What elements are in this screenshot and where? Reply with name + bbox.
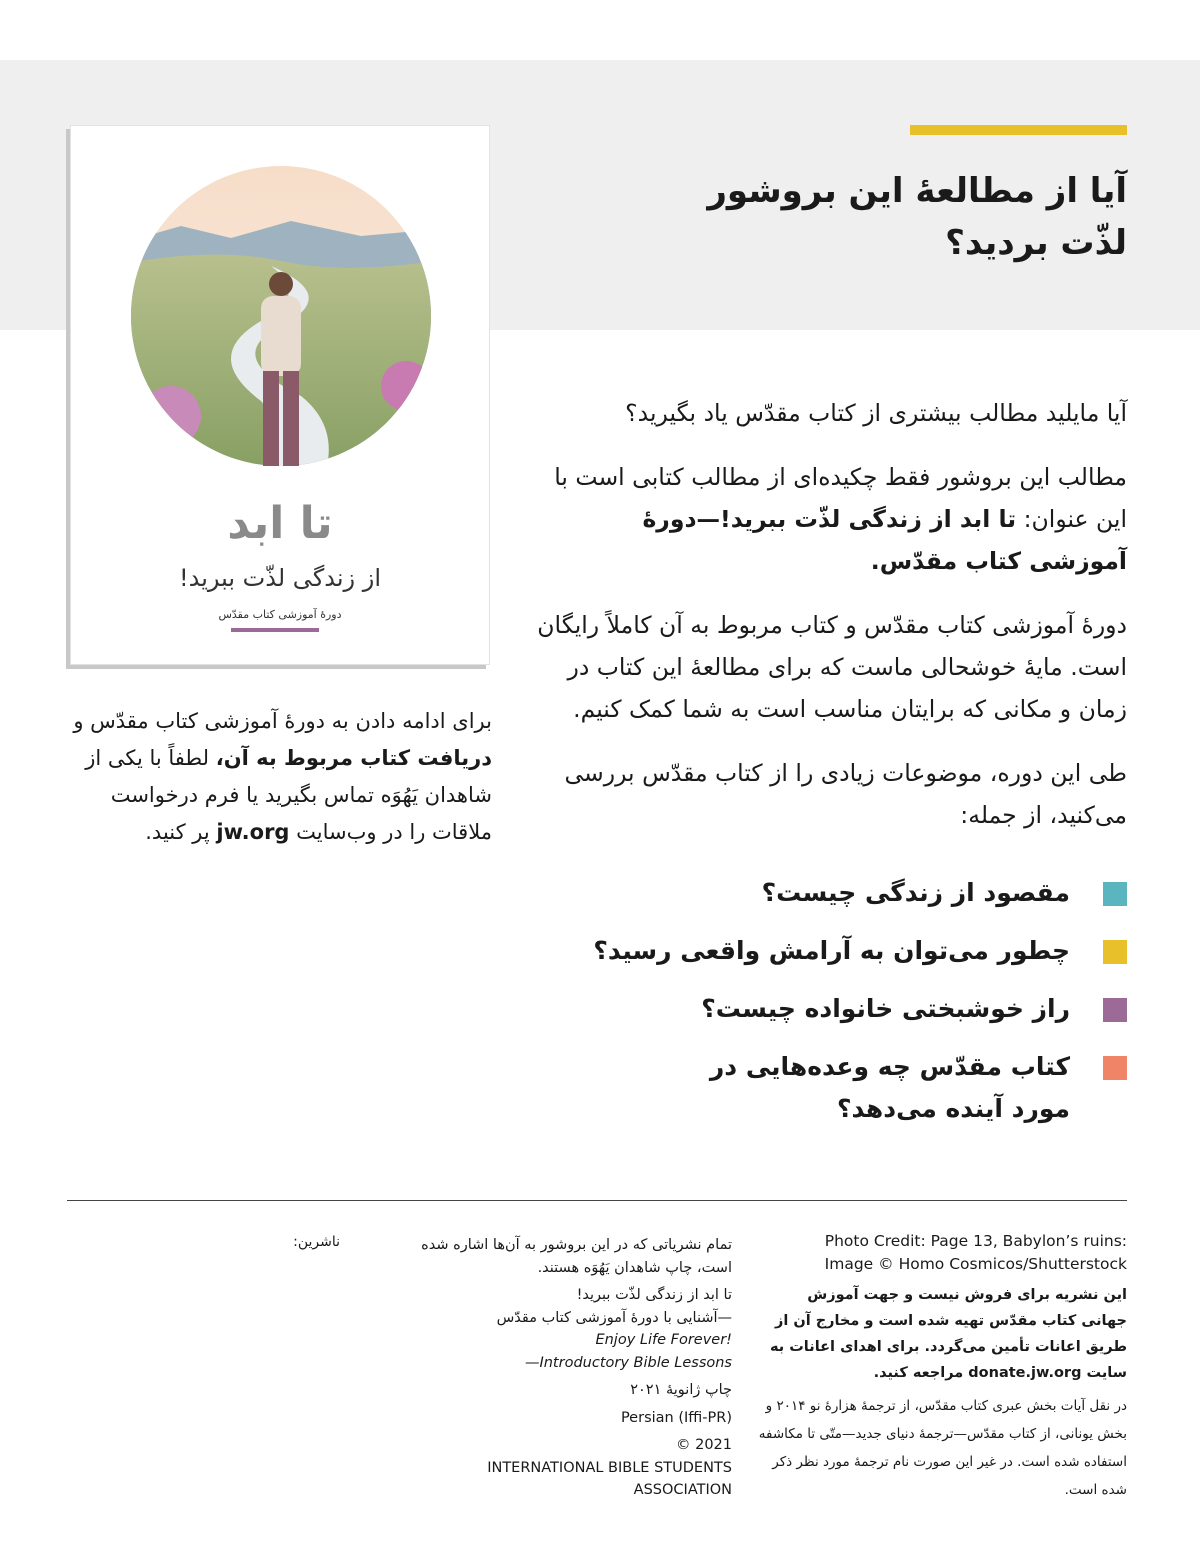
photo-credit: Image © Homo Cosmicos/Shutterstock bbox=[824, 1255, 1127, 1273]
topic-text: چطور می‌توان به آرامش واقعی رسید؟ bbox=[593, 936, 1070, 965]
language-code: Persian (Iffi-PR) bbox=[620, 1409, 732, 1426]
bold-text: دریافت کتاب مربوط به آن، bbox=[215, 746, 492, 770]
publishers-label: ناشرین: bbox=[293, 1234, 340, 1250]
fa-title: تا ابد از زندگی لذّت ببرید! bbox=[576, 1287, 732, 1303]
book-title: تا ابد از زندگی لذّت ببرید!—دورهٔ آموزشی کتاب مقدّس. bbox=[642, 505, 1127, 575]
topic-list bbox=[567, 872, 1127, 1146]
page-title: آیا از مطالعهٔ این بروشور لذّت بردید؟ bbox=[707, 171, 1127, 263]
organization: INTERNATIONAL BIBLE STUDENTS bbox=[487, 1459, 732, 1476]
summary-paragraph bbox=[537, 456, 1127, 582]
cover-accent-line bbox=[231, 628, 319, 632]
text: برای ادامه دادن به دورهٔ آموزشی کتاب مقدّس و bbox=[73, 709, 492, 733]
organization: ASSOCIATION bbox=[633, 1482, 732, 1498]
request-paragraph bbox=[72, 703, 492, 851]
free-course-paragraph: دورهٔ آموزشی کتاب مقدّس و کتاب مربوط به آن کاملاً رایگان است. مایهٔ خوشحالی ماست که برای مطالعهٔ این کتاب در زمان و مکانی که برایتان مناسب است به شما کمک کنیم. bbox=[537, 611, 1127, 723]
book-cover bbox=[70, 125, 490, 665]
text: لطفاً با یکی از شاهدان یَهُوَه تماس بگیرید یا فرم درخواست ملاقات را در وب‌سایت bbox=[85, 746, 492, 844]
topic-text: راز خوشبختی خانواده چیست؟ bbox=[701, 994, 1070, 1023]
topic-item bbox=[567, 930, 1127, 972]
square-bullet-icon bbox=[1103, 882, 1127, 906]
publications-note: تمام نشریاتی که در این بروشور به آن‌ها اشاره شده است، چاپ شاهدان یَهُوَه هستند. bbox=[421, 1237, 732, 1276]
topic-item bbox=[567, 1046, 1127, 1130]
accent-bar bbox=[910, 125, 1127, 135]
text: پر کنید. bbox=[145, 820, 217, 844]
square-bullet-icon bbox=[1103, 1056, 1127, 1080]
footer-credits bbox=[757, 1230, 1127, 1504]
footer-divider bbox=[67, 1200, 1127, 1201]
landscape-illustration bbox=[111, 166, 451, 506]
not-for-sale-note bbox=[757, 1282, 1127, 1386]
en-title: Enjoy Life Forever! bbox=[595, 1332, 732, 1348]
donate-link[interactable]: donate.jw.org bbox=[968, 1365, 1082, 1381]
topics-intro: طی این دوره، موضوعات زیادی را از کتاب مقدّس بررسی می‌کنید، از جمله: bbox=[564, 759, 1127, 829]
topic-item bbox=[567, 872, 1127, 914]
question-line: آیا مایلید مطالب بیشتری از کتاب مقدّس یاد بگیرید؟ bbox=[625, 399, 1127, 427]
square-bullet-icon bbox=[1103, 998, 1127, 1022]
cover-title: تا ابد bbox=[227, 498, 333, 549]
en-subtitle: —Introductory Bible Lessons bbox=[524, 1354, 732, 1371]
jw-org-link[interactable]: jw.org bbox=[216, 820, 290, 844]
cover-subtitle: از زندگی لذّت ببرید! bbox=[178, 564, 381, 592]
photo-credit: Photo Credit: Page 13, Babylon’s ruins: bbox=[824, 1232, 1127, 1250]
text: مراجعه کنید. bbox=[873, 1365, 969, 1381]
translation-note: در نقل آیات بخش عبری کتاب مقدّس، از ترجمهٔ هزارهٔ نو ۲۰۱۴ و بخش یونانی، از کتاب مقدّس—ترجمهٔ دنیای جدید—متّی تا مکاشفه استفاده شده است. در غیر این صورت نام ترجمهٔ مورد نظر ذکر شده است. bbox=[758, 1398, 1127, 1498]
text: این نشریه برای فروش نیست و جهت آموزش جهانی کتاب مقدّس تهیه شده است و مخارج آن از طریق اعانات تأمین می‌گردد. برای اهدای اعانات به سایت bbox=[769, 1287, 1127, 1381]
topic-text: مقصود از زندگی چیست؟ bbox=[761, 878, 1070, 907]
text: مطالب این بروشور فقط چکیده‌ای از مطالب کتابی است با این عنوان: bbox=[554, 463, 1127, 533]
printing-date: چاپ ژانویهٔ ۲۰۲۱ bbox=[630, 1382, 732, 1398]
copyright: © 2021 bbox=[675, 1437, 732, 1453]
topic-text: کتاب مقدّس چه وعده‌هایی در مورد آینده می‌دهد؟ bbox=[709, 1052, 1070, 1123]
fa-subtitle: —آشنایی با دورهٔ آموزشی کتاب مقدّس bbox=[496, 1309, 732, 1326]
topic-item bbox=[567, 988, 1127, 1030]
cover-caption: دورهٔ آموزشی کتاب مقدّس bbox=[218, 608, 342, 621]
square-bullet-icon bbox=[1103, 940, 1127, 964]
footer-publication-info bbox=[402, 1234, 732, 1502]
